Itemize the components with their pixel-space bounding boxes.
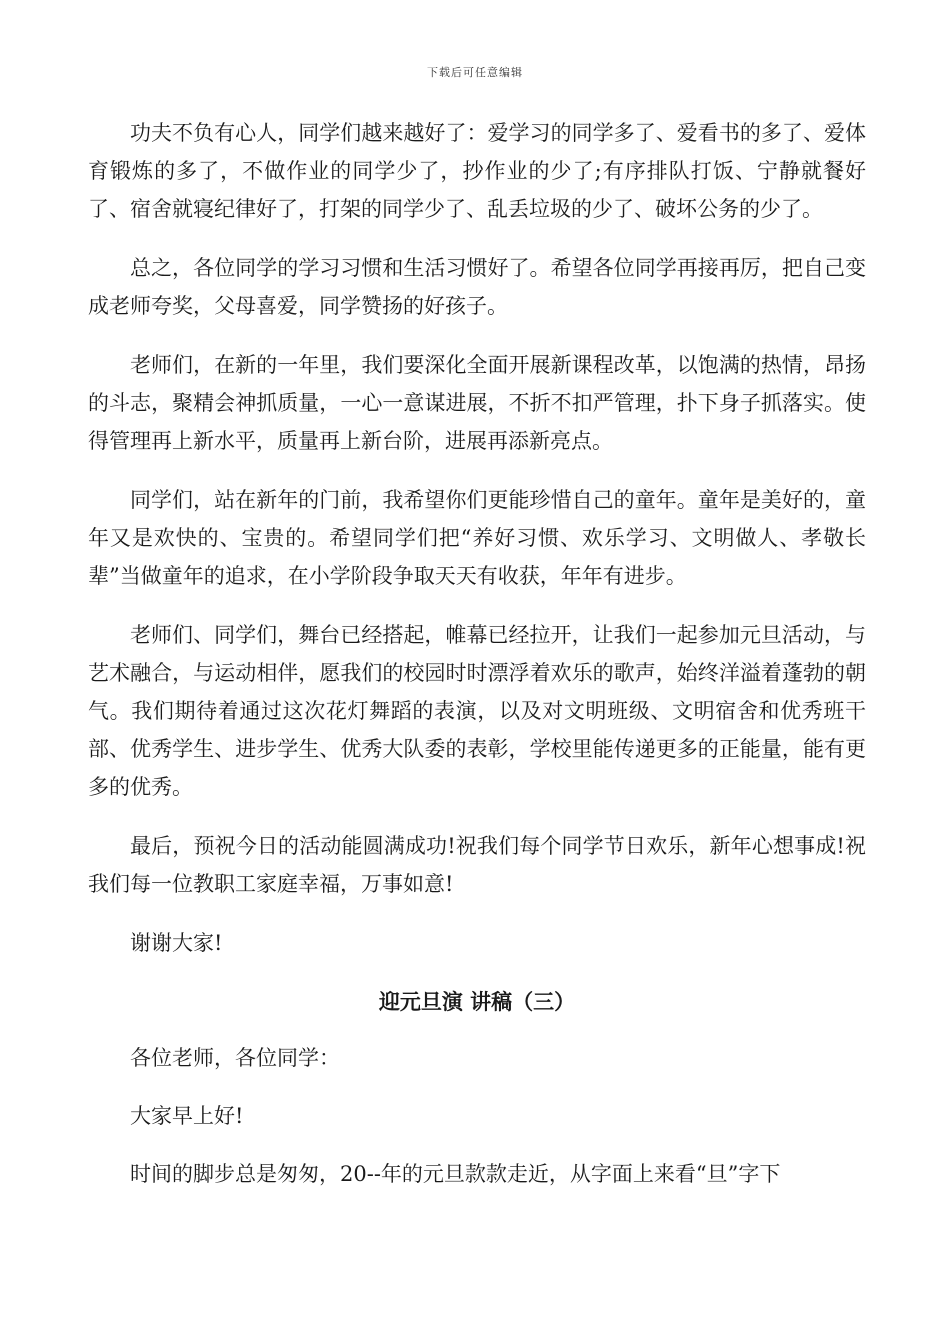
paragraph: 同学们，站在新年的门前，我希望你们更能珍惜自己的童年。童年是美好的，童年又是欢快的、宝贵的。希望同学们把“养好习惯、欢乐学习、文明做人、孝敬长辈”当做童年的追求，在小学阶段争取天天有收获，年年有进步。: [88, 488, 866, 588]
paragraph: 功夫不负有心人，同学们越来越好了：爱学习的同学多了、爱看书的多了、爱体育锻炼的多了，不做作业的同学少了，抄作业的少了;有序排队打饭、宁静就餐好了、宿舍就寝纪律好了，打架的同学少了、乱丢垃圾的少了、破坏公务的少了。: [88, 121, 866, 221]
paragraph-closing: 谢谢大家!: [130, 931, 223, 955]
section-title: 迎元旦演 讲稿（三）: [378, 990, 576, 1014]
paragraph: 老师们，在新的一年里，我们要深化全面开展新课程改革，以饱满的热情，昂扬的斗志，聚精会神抓质量，一心一意谋进展，不折不扣严管理，扑下身子抓落实。使得管理再上新水平，质量再上新台阶，进展再添新亮点。: [88, 353, 866, 453]
paragraph: 时间的脚步总是匆匆，20--年的元旦款款走近，从字面上来看“旦”字下: [130, 1162, 781, 1186]
paragraph: 总之，各位同学的学习习惯和生活习惯好了。希望各位同学再接再厉，把自己变成老师夸奖，父母喜爱，同学赞扬的好孩子。: [88, 256, 866, 318]
page-header: 下载后可任意编辑: [427, 66, 523, 79]
paragraph: 老师们、同学们，舞台已经搭起，帷幕已经拉开，让我们一起参加元旦活动，与艺术融合，与运动相伴，愿我们的校园时时漂浮着欢乐的歌声，始终洋溢着蓬勃的朝气。我们期待着通过这次花灯舞蹈的表演，以及对文明班级、文明宿舍和优秀班干部、优秀学生、进步学生、优秀大队委的表彰，学校里能传递更多的正能量，能有更多的优秀。: [88, 623, 866, 799]
greeting: 各位老师，各位同学：: [130, 1046, 340, 1070]
paragraph: 最后，预祝今日的活动能圆满成功!祝我们每个同学节日欢乐，新年心想事成!祝我们每一位教职工家庭幸福，万事如意!: [88, 834, 866, 896]
greeting-line: 大家早上好!: [130, 1104, 244, 1128]
document-body: [88, 114, 866, 1214]
